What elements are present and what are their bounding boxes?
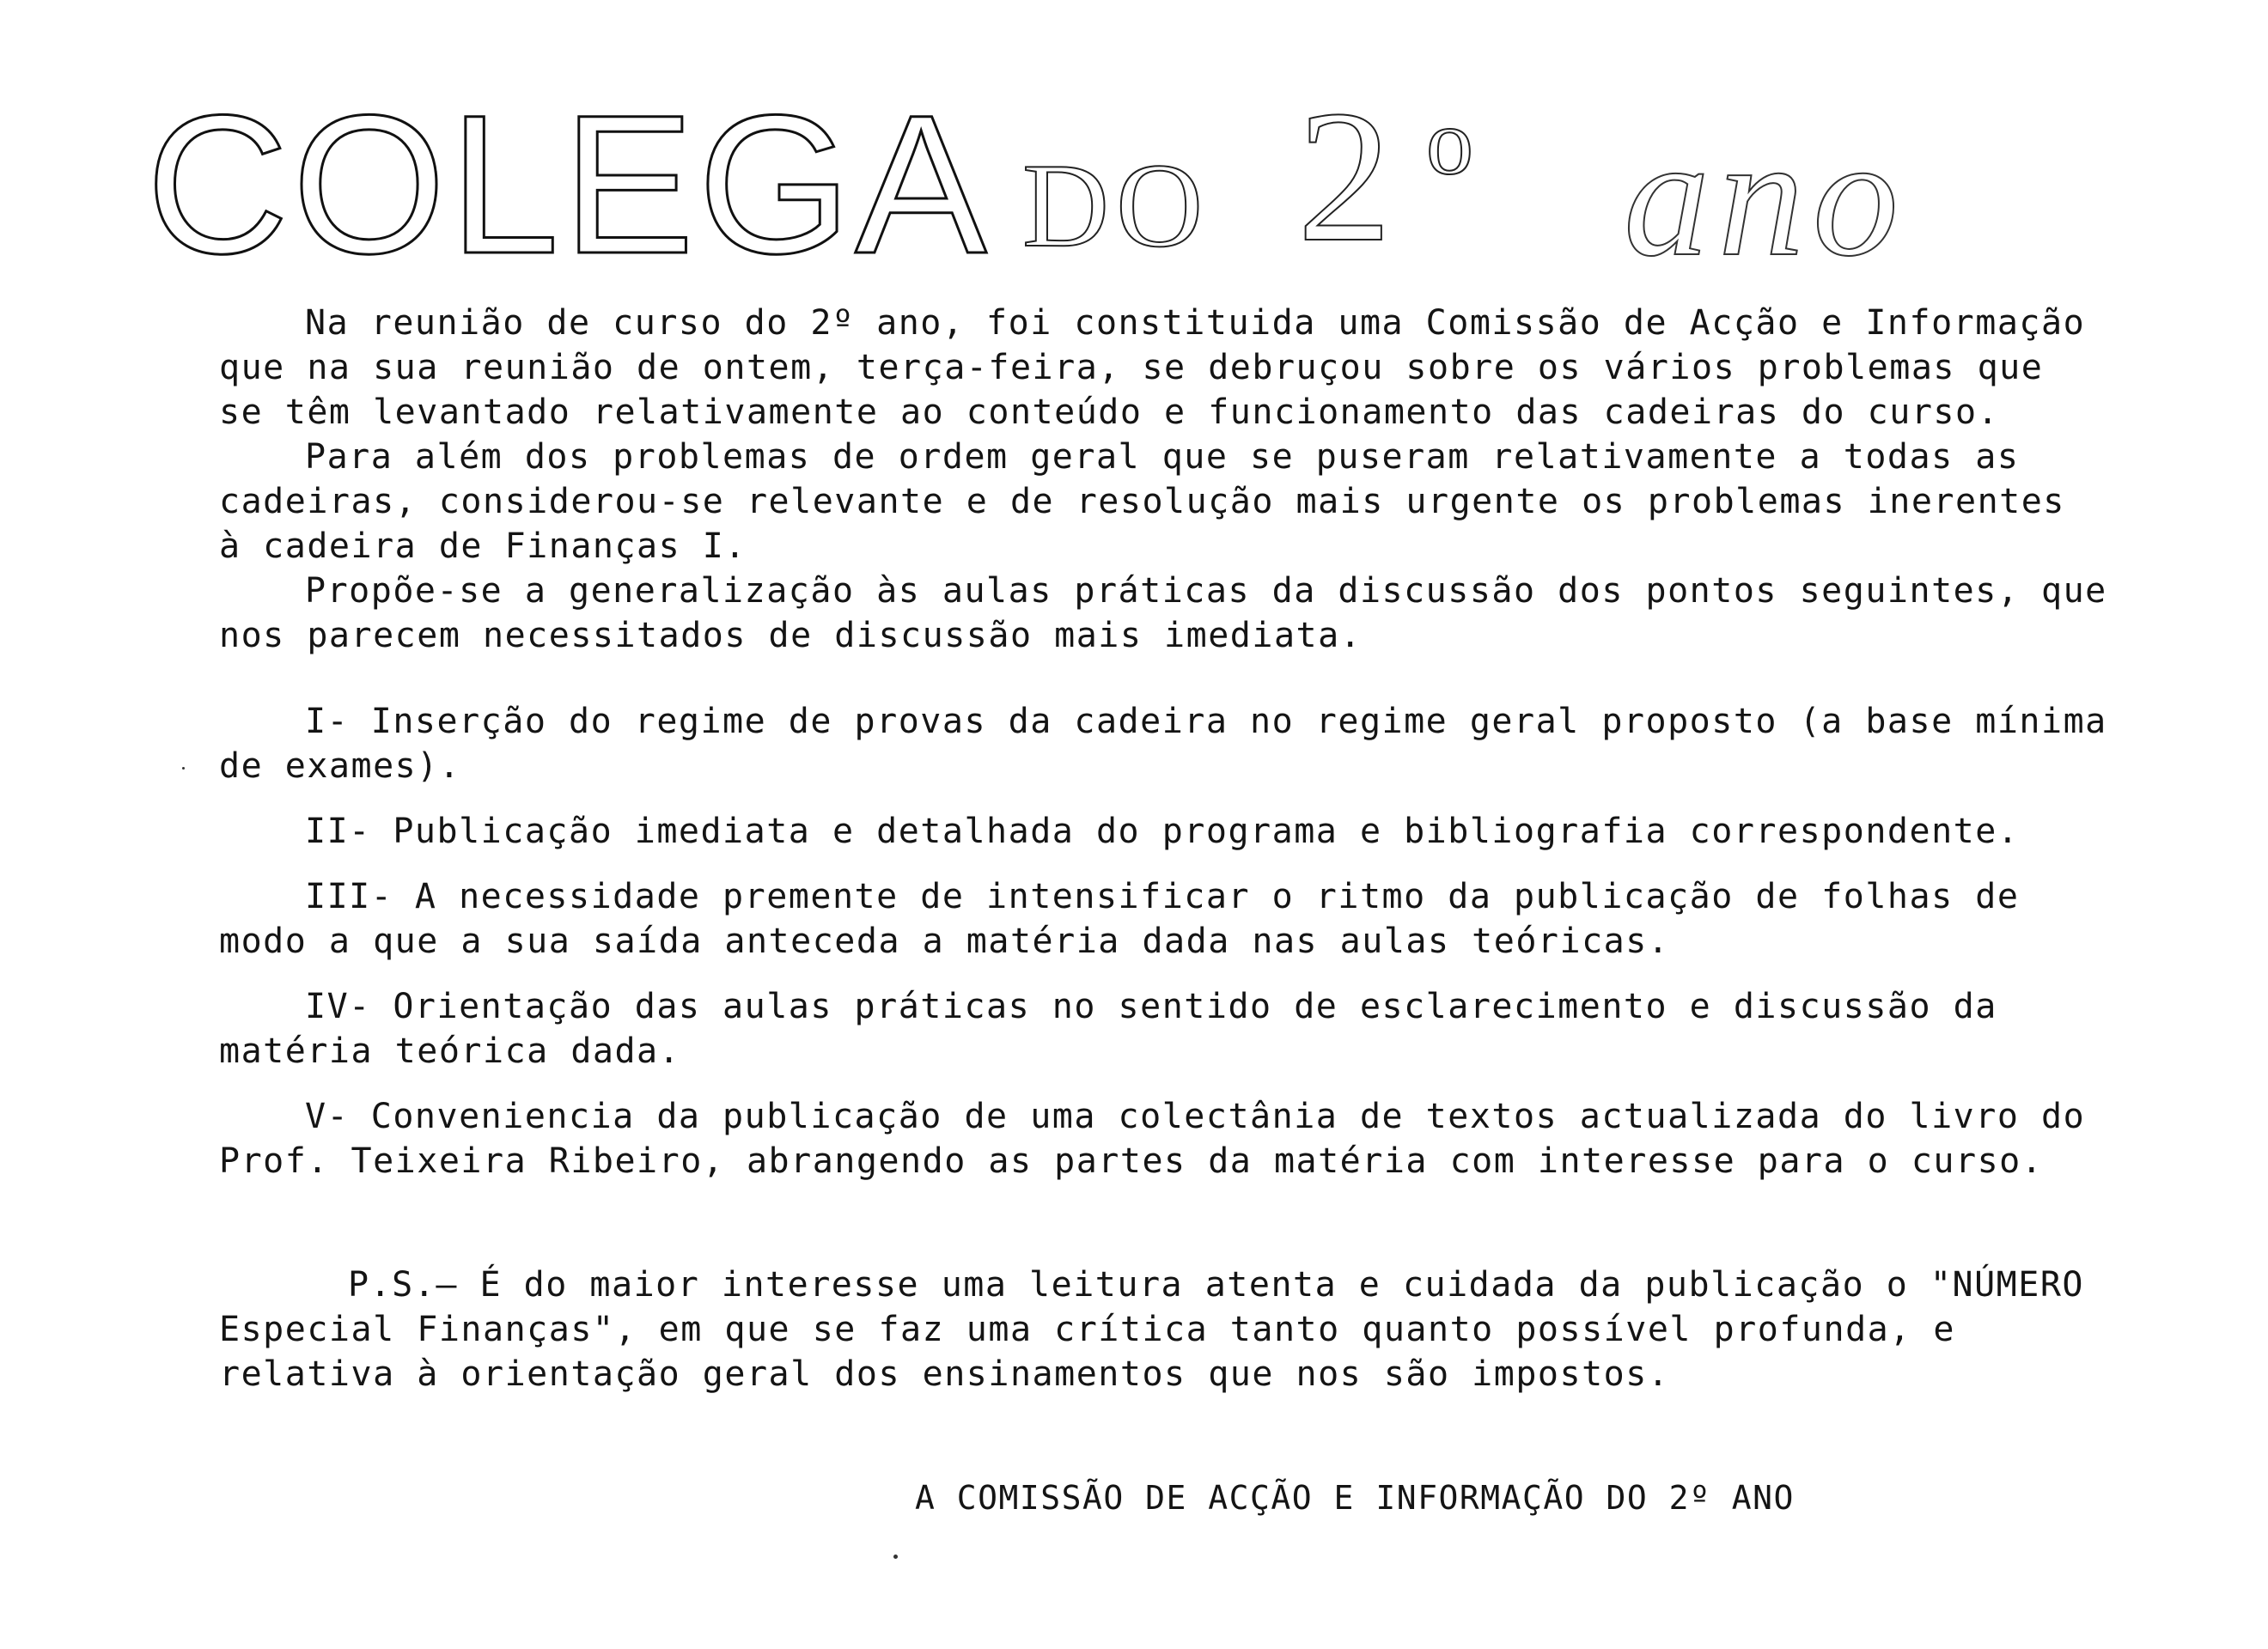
headline-word-do: DO [1022,139,1210,272]
headline-ordinal: o [1426,89,1473,194]
headline-number: 2 [1297,71,1395,281]
ink-speck [893,1555,898,1559]
paragraph-3: Propõe-se a generalização às aulas práticas da discussão dos pontos seguintes, que nos parecem necessitados de discussão mais imediata. [219,571,2130,655]
headline-word-colega: COLEGA [146,74,991,295]
letter-body [219,301,2130,1396]
headline [146,71,2122,295]
list-item: I- Inserção do regime de provas da cadeira no regime geral proposto (a base mínima de exames). [219,702,2130,786]
postscript: P.S.— É do maior interesse uma leitura atenta e cuidada da publicação o "NÚMERO Especial Finanças", em que se faz uma crítica tanto quanto possível profunda, e relativa à orientação geral dos ensinamentos que nos são impostos. [219,1265,2106,1394]
list-item: II- Publicação imediata e detalhada do programa e bibliografia correspondente. [305,812,2020,851]
headline-word-ano: ano [1624,102,1907,292]
list-item: IV- Orientação das aulas práticas no sentido de esclarecimento e discussão da matéria teórica dada. [219,987,2020,1071]
ink-speck [182,767,185,770]
list-item: V- Conveniencia da publicação de uma colectânia de textos actualizada do livro do Prof. Teixeira Ribeiro, abrangendo as partes da matéria com interesse para o curso. [219,1097,2107,1181]
paragraph-1: Na reunião de curso do 2º ano, foi constituida uma Comissão de Acção e Informação que na sua reunião de ontem, terça-feira, se debruçou sobre os vários problemas que se têm levantado relativamente ao conteúdo e funcionamento das cadeiras do curso. [219,303,2107,432]
paragraph-2: Para além dos problemas de ordem geral que se puseram relativamente a todas as cadeiras, considerou-se relevante e de resolução mais urgente os problemas inerentes à cadeira de Finanças I. [219,437,2088,566]
list-item: III- A necessidade premente de intensificar o ritmo da publicação de folhas de modo a que a sua saída anteceda a matéria dada nas aulas teóricas. [219,877,2041,961]
signature: A COMISSÃO DE ACÇÃO E INFORMAÇÃO DO 2º ANO [915,1479,1795,1517]
